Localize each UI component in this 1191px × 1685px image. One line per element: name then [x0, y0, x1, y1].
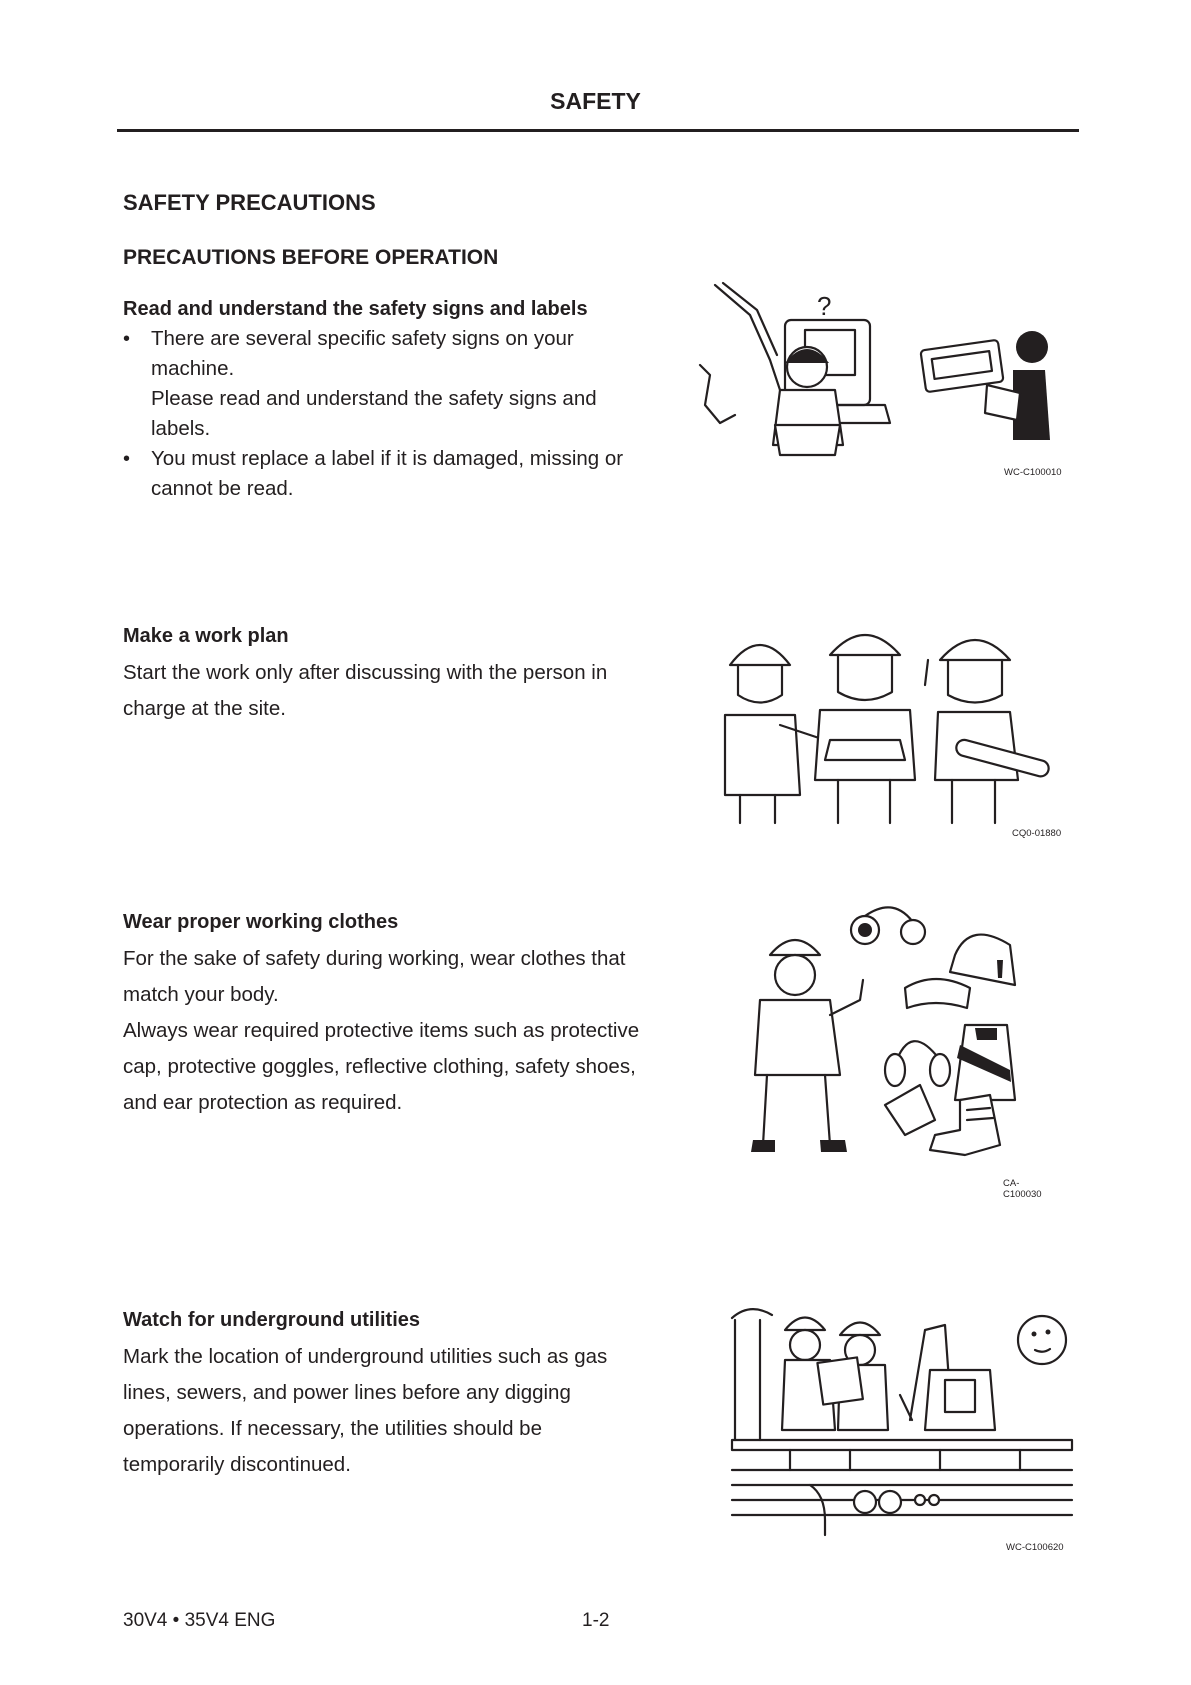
figure-working-clothes: [745, 900, 1042, 1200]
figure-code: WC-C100010: [1004, 467, 1062, 478]
section-working-clothes: [123, 907, 703, 1121]
illustration-three-workers-discussing: [720, 620, 1070, 830]
bullet-list: [123, 324, 683, 504]
body-line: match your body.: [123, 983, 279, 1006]
body-line: cap, protective goggles, reflective clothing, safety shoes,: [123, 1055, 636, 1078]
section-safety-signs: [123, 294, 683, 504]
bullet-item: [123, 324, 683, 444]
section-title: Wear proper working clothes: [123, 911, 399, 933]
section-underground-utilities: [123, 1305, 683, 1483]
page-subheading: PRECAUTIONS BEFORE OPERATION: [123, 246, 499, 269]
bullet-line: • There are several specific safety signs on your: [151, 327, 574, 350]
page-number: 1-2: [582, 1610, 610, 1631]
bullet-line: • You must replace a label if it is damaged, missing or: [151, 447, 624, 470]
figure-underground-utilities: [730, 1300, 1075, 1553]
bullet-line: machine.: [151, 357, 235, 380]
section-title: Watch for underground utilities: [123, 1309, 421, 1331]
body-line: charge at the site.: [123, 697, 286, 720]
figure-work-plan: [720, 620, 1070, 839]
illustration-operator-reading-manual: [695, 275, 1075, 465]
figure-safety-signs: [695, 275, 1075, 478]
body-line: lines, sewers, and power lines before any digging: [123, 1381, 571, 1404]
section-title: Make a work plan: [123, 625, 289, 647]
footer-model: 30V4 • 35V4 ENG: [123, 1610, 276, 1631]
header-divider: [117, 129, 1079, 132]
body-line: For the sake of safety during working, wear clothes that: [123, 947, 626, 970]
bullet-item: [123, 444, 683, 504]
body-line: and ear protection as required.: [123, 1091, 403, 1114]
body-line: Always wear required protective items such as protective: [123, 1019, 640, 1042]
section-body: [123, 941, 703, 1121]
body-line: Start the work only after discussing with the person in: [123, 661, 608, 684]
figure-code: CA-C100030: [1003, 1178, 1042, 1200]
bullet-line: cannot be read.: [151, 477, 294, 500]
section-body: [123, 655, 683, 727]
svg-text:?: ?: [817, 291, 832, 321]
illustration-protective-gear: [745, 900, 1035, 1170]
body-line: temporarily discontinued.: [123, 1453, 351, 1476]
section-title: Read and understand the safety signs and labels: [123, 298, 588, 320]
bullet-line: labels.: [151, 417, 211, 440]
page-header-title: SAFETY: [550, 88, 641, 114]
body-line: Mark the location of underground utilities such as gas: [123, 1345, 608, 1368]
section-body: [123, 1339, 683, 1483]
body-line: operations. If necessary, the utilities should be: [123, 1417, 542, 1440]
bullet-line: Please read and understand the safety signs and: [151, 387, 597, 410]
figure-code: WC-C100620: [1006, 1542, 1064, 1553]
page-heading: SAFETY PRECAUTIONS: [123, 190, 376, 215]
figure-code: CQ0-01880: [1012, 828, 1062, 839]
illustration-underground-pipes: [730, 1300, 1075, 1540]
section-work-plan: [123, 621, 683, 727]
